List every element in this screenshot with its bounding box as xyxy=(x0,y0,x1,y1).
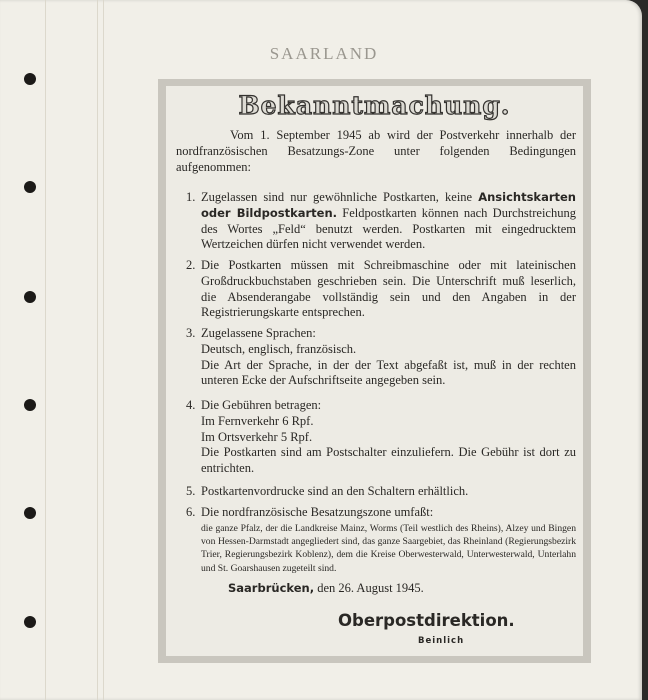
place-name: Saarbrücken, xyxy=(228,581,315,595)
binder-hole xyxy=(24,181,36,193)
notice-item-5: Postkartenvordrucke sind an den Schaltern erhältlich. xyxy=(201,484,469,498)
binder-hole xyxy=(24,616,36,628)
item-number: 6. xyxy=(186,505,196,519)
item-bold-text: Ansichtskarten oder Bildpostkarten. xyxy=(201,190,576,220)
item-number: 2. xyxy=(186,258,196,272)
item-line: Die Art der Sprache, in der der Text abgefaßt ist, muß in der rechten unteren Ecke der Aufschriftseite angegeben sein. xyxy=(201,357,576,388)
page-header: SAARLAND xyxy=(269,44,379,63)
item-number: 1. xyxy=(186,190,196,204)
issuing-authority: Oberpostdirektion. xyxy=(338,611,515,630)
item-number: 3. xyxy=(186,326,196,340)
item-line: Im Ortsverkehr 5 Rpf. xyxy=(201,429,313,444)
notice-sheet xyxy=(166,86,583,656)
binder-hole xyxy=(24,291,36,303)
notice-item-1 xyxy=(201,190,576,253)
item-text: Zugelassen sind nur gewöhnliche Postkarten, keine xyxy=(201,190,479,204)
notice-intro: Vom 1. September 1945 ab wird der Postverkehr innerhalb der nordfranzösischen Besatzungs-Zone unter folgenden Bedingungen aufgenommen: xyxy=(176,128,576,174)
signatory-name: Beinlich xyxy=(418,636,465,646)
zone-description: die ganze Pfalz, der die Landkreise Mainz, Worms (Teil westlich des Rheins), Alzey und Bingen von Hessen-Darmstadt angegliedert sind, das ganze Saargebiet, das Rheinland (Regierungsbezirk Trier, Regierungsbezirk Koblenz), dem die Kreise Oberwesterwald, Unterwesterwald, Unterlahn und St. Goarshausen zugeteilt sind. xyxy=(201,523,576,574)
item-text: Feldpostkarten können nach Durchstreichung des Wortes „Feld“ benutzt werden. Postkarten mit eingedrucktem Wertzeichen dürfen nicht verwendet werden. xyxy=(201,205,576,252)
item-line: Die Postkarten sind am Postschalter einzuliefern. Die Gebühr ist dort zu entrichten. xyxy=(201,445,576,476)
item-number: 5. xyxy=(186,484,196,498)
notice-item-4 xyxy=(201,398,576,477)
notice-title: Bekanntmachung. xyxy=(238,91,511,120)
item-number: 4. xyxy=(186,398,196,412)
place-date-line xyxy=(228,581,424,596)
notice-item-2: Die Postkarten müssen mit Schreibmaschine oder mit lateinischen Großdruckbuchstaben geschrieben sein. Die Unterschrift muß leserlich, die Absenderangabe vollständig sein und den Angaben in der Registrierungskarte entsprechen. xyxy=(201,258,576,320)
binder-hole xyxy=(24,507,36,519)
notice-item-3 xyxy=(201,326,576,389)
page-fold-line xyxy=(97,0,98,700)
item-line: Im Fernverkehr 6 Rpf. xyxy=(201,413,314,428)
page-fold-line xyxy=(45,0,46,700)
item-line: Deutsch, englisch, französisch. xyxy=(201,341,357,356)
item-text: Die Gebühren betragen: xyxy=(201,398,322,412)
binder-hole xyxy=(24,73,36,85)
issue-date: den 26. August 1945. xyxy=(317,581,424,595)
item-text: Zugelassene Sprachen: xyxy=(201,326,316,340)
notice-item-6: Die nordfranzösische Besatzungszone umfaßt: xyxy=(201,505,434,519)
page-fold-line xyxy=(103,0,104,700)
binder-hole xyxy=(24,399,36,411)
